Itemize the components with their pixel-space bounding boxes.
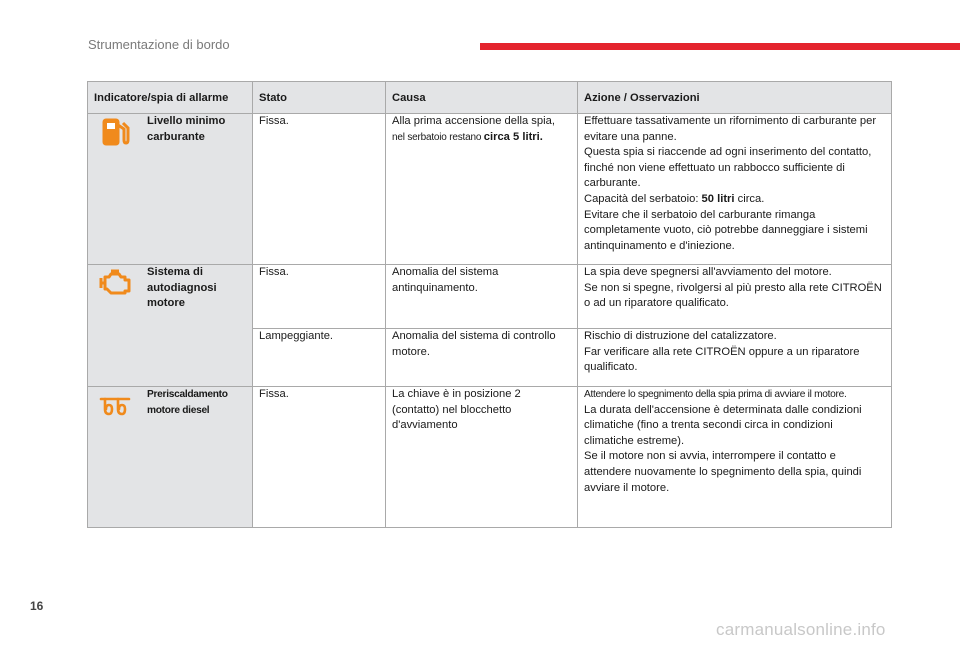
stato-cell: Lampeggiante. [253, 329, 386, 387]
table-row [88, 387, 892, 528]
indicator-name: Livello minimo carburante [141, 114, 253, 265]
azione-line: Se non si spegne, rivolgersi al più presto alla rete CITROËN o ad un riparatore qualificato. [584, 281, 882, 310]
table-header-row [88, 82, 892, 114]
azione-line: Effettuare tassativamente un rifornimento di carburante per evitare una panne. [584, 115, 877, 143]
azione-line: La spia deve spegnersi all'avviamento del motore. [584, 266, 832, 278]
stato-cell: Fissa. [253, 265, 386, 329]
column-header-indicator: Indicatore/spia di allarme [88, 82, 253, 114]
table-row [88, 265, 892, 329]
causa-cell [386, 114, 578, 265]
warning-lights-table [87, 81, 892, 528]
causa-text: nel serbatoio restano [392, 131, 484, 143]
page-section-title: Strumentazione di bordo [88, 37, 230, 52]
azione-text: Capacità del serbatoio: [584, 192, 702, 205]
watermark: carmanualsonline.info [716, 620, 886, 639]
causa-cell: Anomalia del sistema antinquinamento. [386, 265, 578, 329]
stato-cell: Fissa. [253, 114, 386, 265]
azione-cell [578, 114, 892, 265]
indicator-icon-cell [88, 114, 142, 265]
azione-line: La durata dell'accensione è determinata dalle condizioni climatiche (fino a trenta secondi circa in condizioni climatiche estreme). [584, 403, 862, 447]
azione-line: Attendere lo spegnimento della spia prima di avviare il motore. [584, 389, 847, 400]
engine-icon [97, 269, 133, 297]
indicator-name: Sistema di autodiagnosi motore [141, 265, 253, 387]
column-header-stato: Stato [253, 82, 386, 114]
page-number: 16 [30, 599, 44, 613]
causa-cell: Anomalia del sistema di controllo motore. [386, 329, 578, 387]
indicator-icon-cell [88, 387, 142, 528]
azione-cell [578, 387, 892, 528]
glow-plug-icon [98, 395, 132, 417]
column-header-azione: Azione / Osservazioni [578, 82, 892, 114]
azione-cell [578, 265, 892, 329]
causa-emphasis: circa 5 litri. [483, 130, 543, 143]
indicator-icon-cell [88, 265, 142, 387]
azione-emphasis: 50 litri [701, 192, 735, 205]
azione-line: Evitare che il serbatoio del carburante rimanga completamente vuoto, ciò potrebbe danneggiare i sistemi antinquinamento e d'iniezione. [584, 208, 868, 252]
fuel-pump-icon [98, 115, 132, 149]
azione-line: Se il motore non si avvia, interrompere il contatto e attendere nuovamente lo spegnimento della spia, quindi avviare il motore. [584, 450, 862, 494]
azione-cell [578, 329, 892, 387]
azione-text: circa. [734, 192, 765, 205]
azione-line: Questa spia si riaccende ad ogni inserimento del contatto, finché non viene effettuato un rabbocco sufficiente di carburante. [584, 146, 872, 190]
table-row [88, 114, 892, 265]
stato-cell: Fissa. [253, 387, 386, 528]
column-header-causa: Causa [386, 82, 578, 114]
azione-line: Rischio di distruzione del catalizzatore. [584, 330, 777, 342]
header-accent-bar [480, 43, 960, 50]
causa-cell: La chiave è in posizione 2 (contatto) nel blocchetto d'avviamento [386, 387, 578, 528]
indicator-name: Preriscaldamento motore diesel [141, 387, 253, 528]
azione-line [584, 192, 885, 208]
azione-line: Far verificare alla rete CITROËN oppure a un riparatore qualificato. [584, 345, 860, 374]
causa-line: Alla prima accensione della spia, [392, 115, 555, 127]
